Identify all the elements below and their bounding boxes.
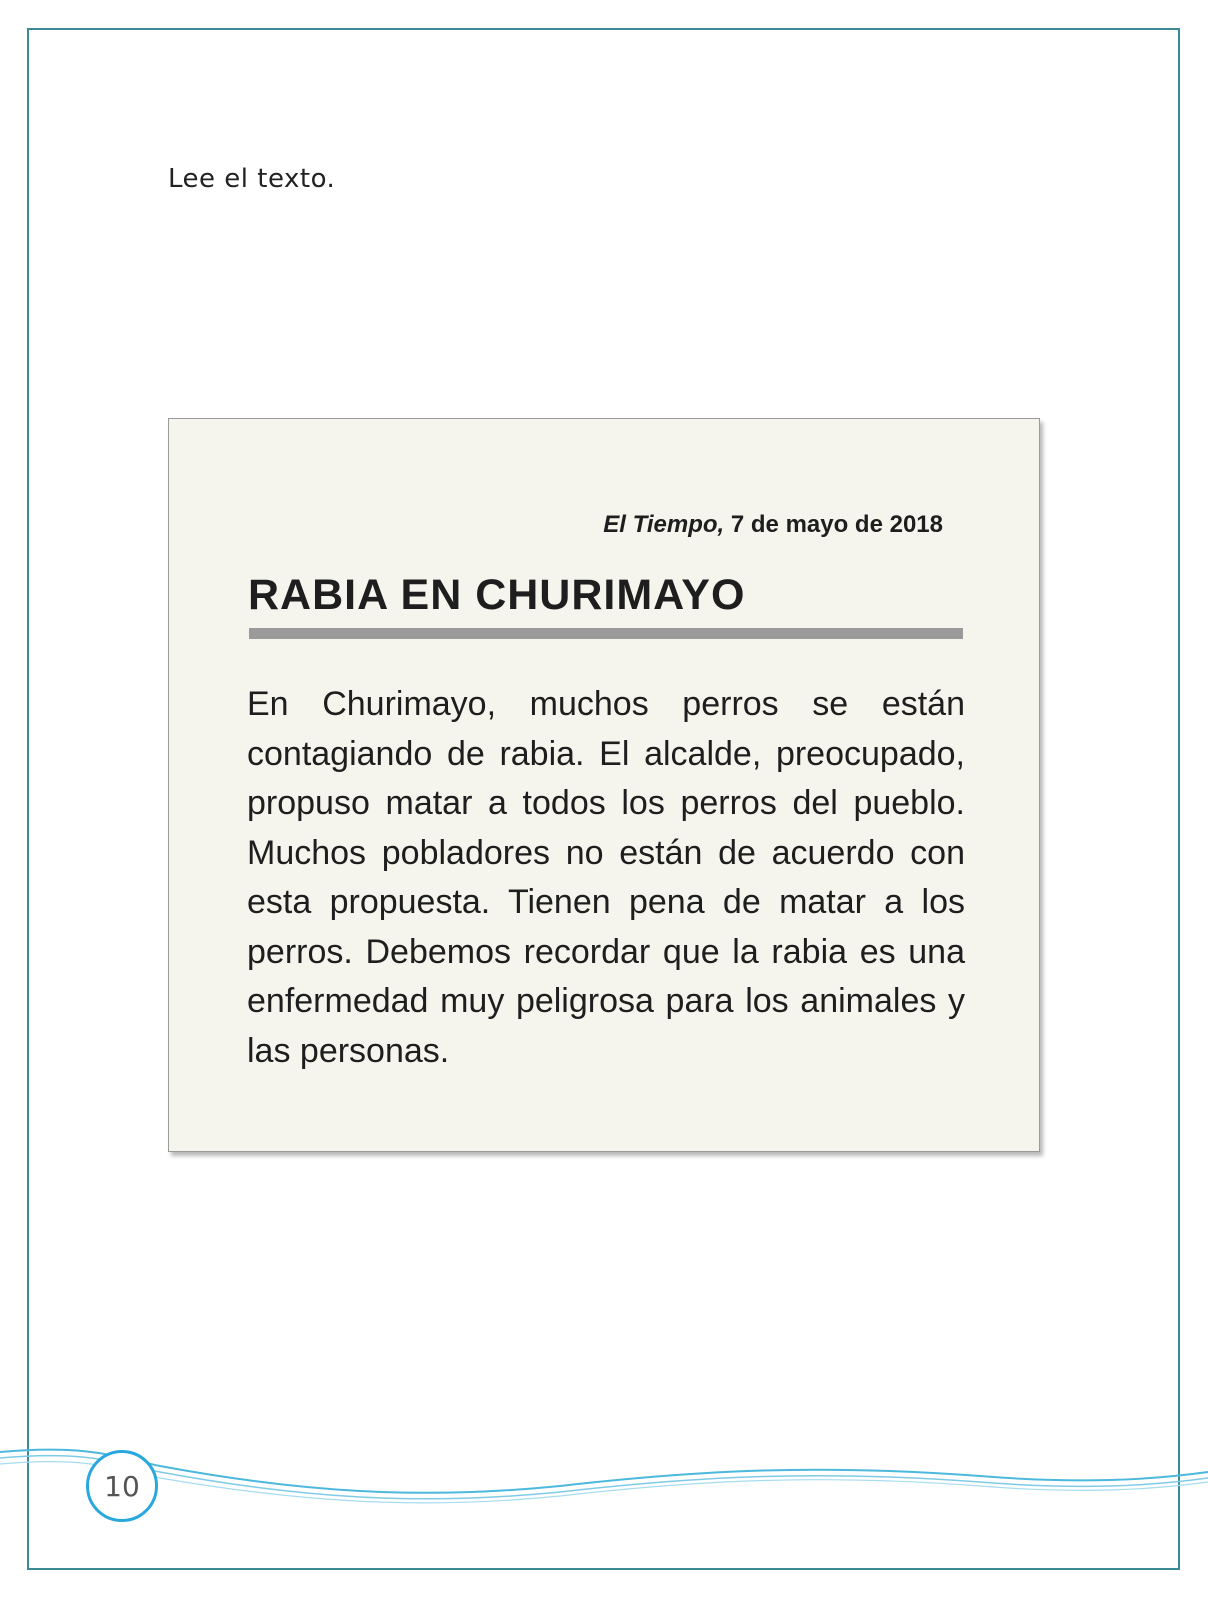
news-article-card [168, 418, 1040, 1152]
article-headline: RABIA EN CHURIMAYO [248, 571, 746, 619]
page-number-badge [86, 1450, 158, 1522]
wave-decoration [0, 1440, 1208, 1520]
wave-line-1 [0, 1450, 1208, 1493]
article-date: 7 de mayo de 2018 [730, 511, 943, 538]
article-body: En Churimayo, muchos perros se están contagiando de rabia. El alcalde, preocupado, propuso matar a todos los perros del pueblo. Muchos pobladores no están de acuerdo con esta propuesta. Tienen pena de matar a los perros. Debemos recordar que la rabia es una enfermedad muy peligrosa para los animales y las personas. [247, 685, 965, 1070]
newspaper-name: El Tiempo, [603, 511, 725, 538]
instruction-text: Lee el texto. [168, 164, 336, 194]
page-number: 10 [104, 1469, 140, 1503]
article-dateline [603, 511, 943, 539]
wave-line-2 [0, 1456, 1208, 1499]
headline-divider [249, 628, 963, 639]
